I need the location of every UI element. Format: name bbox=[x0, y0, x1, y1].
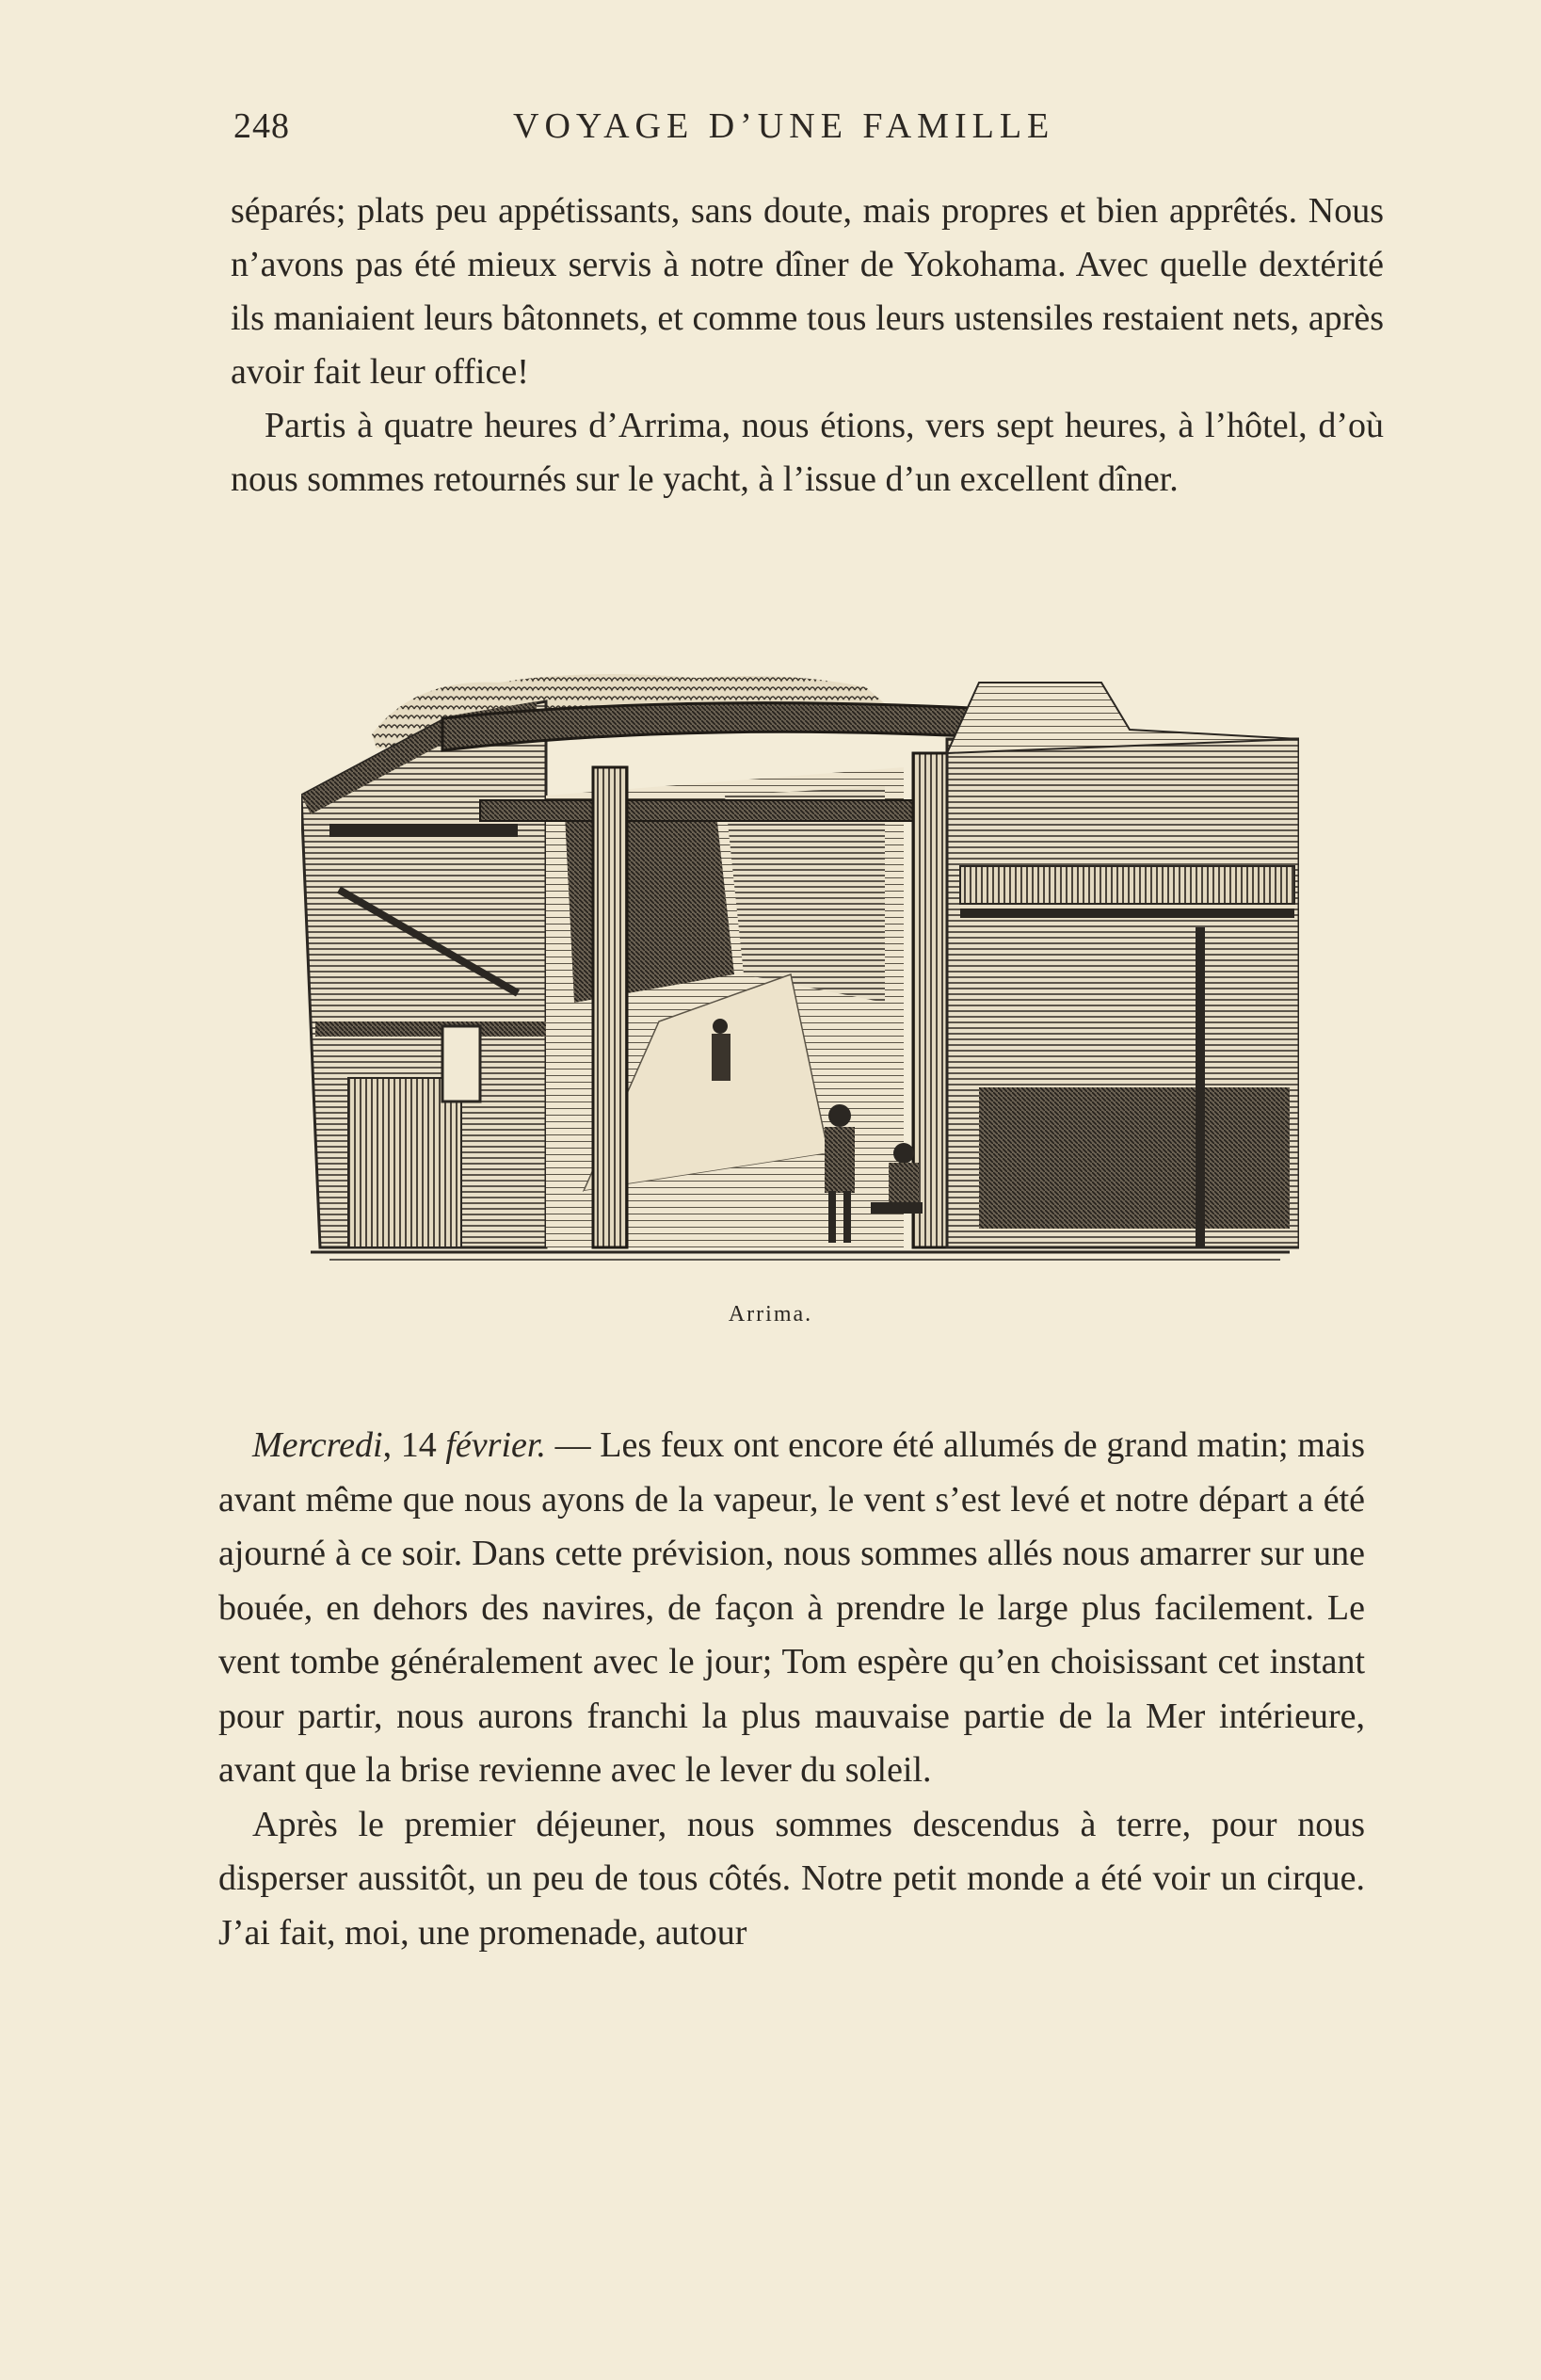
engraving-illustration bbox=[301, 664, 1299, 1266]
paragraph-1: séparés; plats peu appétissants, sans doute, mais propres et bien apprêtés. Nous n’avons pas été mieux servis à notre dîner de Yokohama. Avec quelle dextérité ils maniaient leurs bâtonnets, et comme tous leurs ustensiles restaient nets, après avoir fait leur office! bbox=[231, 191, 1384, 392]
entry-date-rest: , 14 bbox=[382, 1425, 446, 1465]
entry-date-month: février. bbox=[445, 1425, 546, 1465]
text-block-bottom bbox=[218, 1419, 1365, 1960]
running-header bbox=[233, 105, 1175, 153]
entry-date-day: Mercredi bbox=[252, 1425, 383, 1465]
engraving-village-gate bbox=[301, 664, 1299, 1266]
figure-caption: Arrima. bbox=[728, 1302, 813, 1327]
page-number: 248 bbox=[233, 106, 290, 146]
text-block-top bbox=[231, 185, 1384, 507]
paragraph-2: Partis à quatre heures d’Arrima, nous étions, vers sept heures, à l’hôtel, d’où nous sommes retournés sur le yacht, à l’issue d’un excellent dîner. bbox=[231, 406, 1384, 499]
paragraph-4: Après le premier déjeuner, nous sommes descendus à terre, pour nous disperser aussitôt, un peu de tous côtés. Notre petit monde a été voir un cirque. J’ai fait, moi, une promenade, autour bbox=[218, 1804, 1365, 1953]
paragraph-3-text: — Les feux ont encore été allumés de grand matin; mais avant même que nous ayons de la vapeur, le vent s’est levé et notre départ a été ajourné à ce soir. Dans cette prévision, nous sommes allés nous amarrer sur une bouée, en dehors des navires, de façon à prendre le large plus facilement. Le vent tombe généralement avec le jour; Tom espère qu’en choisissant cet instant pour partir, nous aurons franchi la plus mauvaise partie de la Mer intérieure, avant que la brise revienne avec le lever du soleil. bbox=[218, 1425, 1365, 1790]
running-title: VOYAGE D’UNE FAMILLE bbox=[513, 106, 1055, 146]
paragraph-3 bbox=[218, 1419, 1365, 1798]
